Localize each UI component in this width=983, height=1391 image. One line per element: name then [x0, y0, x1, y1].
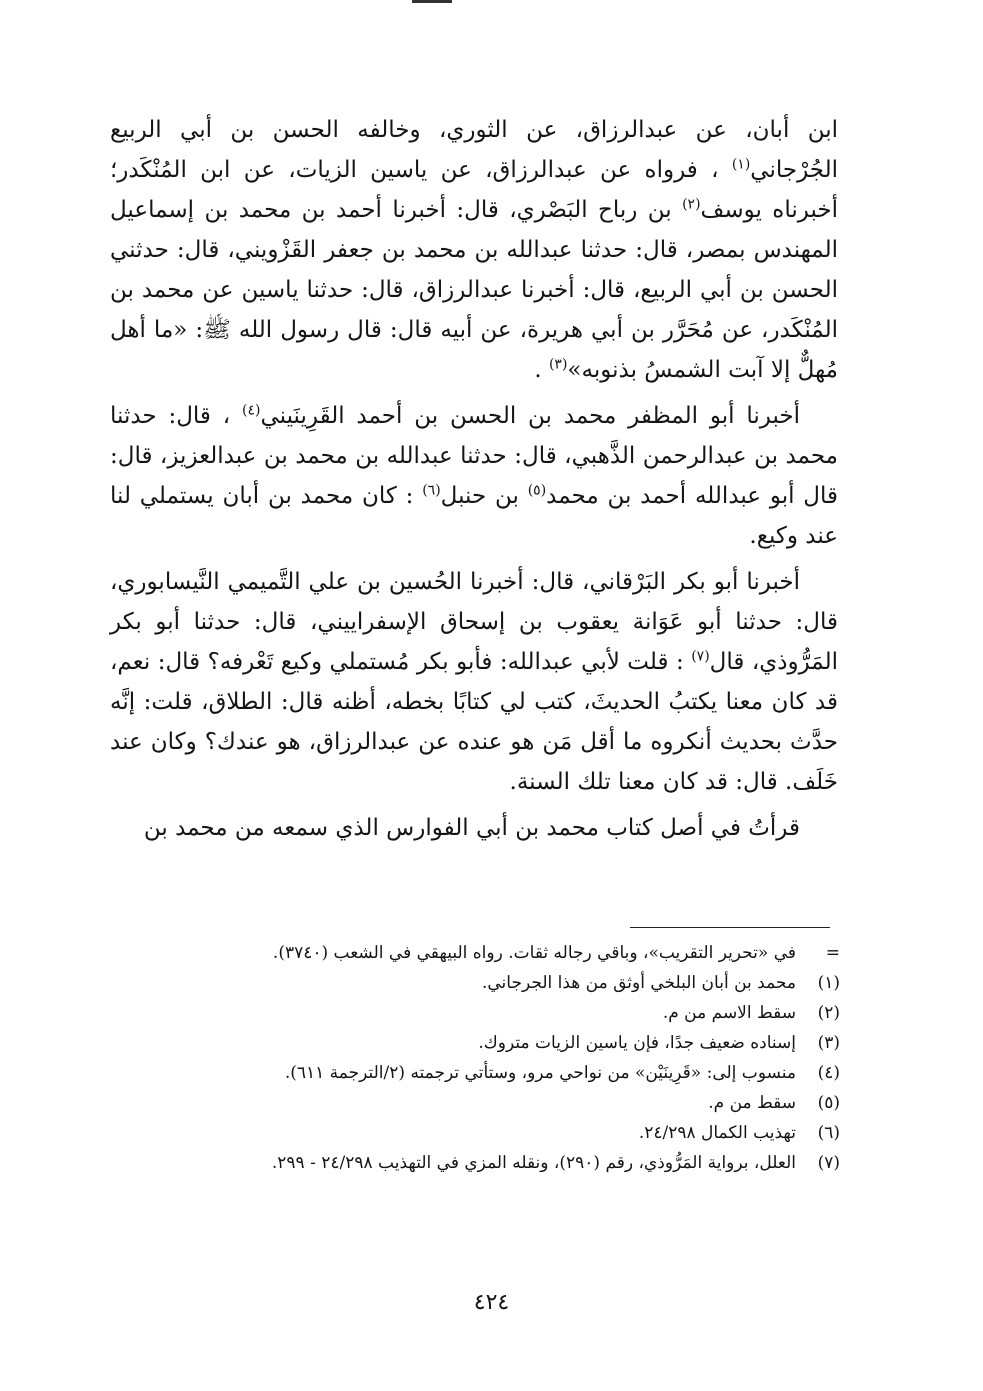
- footnote-number: (٧): [817, 1153, 840, 1173]
- text-run: أخبرنا أبو المظفر محمد بن الحسن بن أحمد القَرِينَيني: [260, 403, 801, 429]
- main-text: [110, 110, 838, 848]
- footnote-number: (٥): [817, 1093, 840, 1113]
- footnote-text: سقط من م.: [708, 1093, 796, 1113]
- paragraph-2: [110, 396, 838, 556]
- footnote-number: (٢): [817, 1003, 840, 1023]
- footnote: [120, 1148, 840, 1178]
- footnote: [120, 1058, 840, 1088]
- text-run: .: [534, 357, 542, 383]
- footnote-text: محمد بن أبان البلخي أوثق من هذا الجرجاني.: [481, 973, 796, 993]
- text-run: : قلت لأبي عبدالله: فأبو بكر مُستملي وكيع تَعْرفه؟ قال: نعم، قد كان معنا يكتبُ الحديثَ، كتب لي كتابًا بخطه، أظنه قال: الطلاق، قلت: إنَّه حدَّث بحديث أنكروه ما أقل مَن هو عنده عن عبدالرزاق، هو عندك؟ وكان عند خَلَف. قال: قد كان معنا تلك السنة.: [110, 649, 838, 795]
- footnote-ref-3: (٣): [548, 356, 568, 373]
- footnote-ref-7: (٧): [691, 648, 710, 665]
- text-run: بن حنبل: [440, 483, 519, 509]
- footnotes: [120, 938, 840, 1178]
- footnote-number: (١): [817, 973, 840, 993]
- footnote: [120, 1088, 840, 1118]
- text-run: أخبرنا أبو بكر البَرْقاني، قال: أخبرنا الحُسين بن علي التَّميمي النَّيسابوري، قال: حدثنا أبو عَوَانة يعقوب بن إسحاق الإسفراييني، قال: حدثنا أبو بكر المَرُّوذي، قال: [110, 569, 838, 675]
- footnote-text: إسناده ضعيف جدًا، فإن ياسين الزيات متروك.: [478, 1033, 796, 1053]
- footnote-text: سقط الاسم من م.: [662, 1003, 796, 1023]
- text-run: بن رباح البَصْري، قال: أخبرنا أحمد بن محمد بن إسماعيل المهندس بمصر، قال: حدثنا عبدالله بن محمد بن جعفر القَزْويني، قال: حدثني الحسن بن أبي الربيع، قال: أخبرنا عبدالرزاق، قال: حدثنا ياسين عن محمد بن المُنْكَدر، عن مُحَرَّر بن أبي هريرة، عن أبيه قال: قال رسول الله ﷺ: «ما أهل مُهلٌّ إلا آبت الشمسُ بذنوبه»: [110, 197, 838, 383]
- page-number: ٤٢٤: [473, 1290, 510, 1315]
- footnote-text: في «تحرير التقريب»، وباقي رجاله ثقات. رواه البيهقي في الشعب (٣٧٤٠).: [272, 943, 796, 963]
- text-run: ، قال: حدثنا محمد بن عبدالرحمن الذَّهبي، قال: حدثنا عبدالله بن محمد بن عبدالعزيز، قال: قال أبو عبدالله أحمد بن محمد: [110, 403, 839, 509]
- paragraph-4: قرأتُ في أصل كتاب محمد بن أبي الفوارس الذي سمعه من محمد بن: [143, 815, 800, 841]
- footnote-number: (٦): [817, 1123, 840, 1143]
- footnote-number: (٤): [817, 1063, 840, 1083]
- paragraph-3: [110, 562, 838, 802]
- footnote-ref-4: (٤): [242, 402, 261, 419]
- text-run: ، فرواه عن عبدالرزاق، عن ياسين الزيات، عن ابن المُنْكَدر؛ أخبرناه يوسف: [110, 157, 838, 223]
- footnote: [120, 1118, 840, 1148]
- footnote-ref-5: (٥): [527, 482, 547, 499]
- footnote-text: منسوب إلى: «قَرِينَيْن» من نواحي مرو، وستأتي ترجمته (٢/الترجمة ٦١١).: [284, 1063, 796, 1083]
- text-run: ابن أبان، عن عبدالرزاق، عن الثوري، وخالفه الحسن بن أبي الربيع الجُرْجاني: [110, 117, 839, 183]
- footnote-ref-1: (١): [731, 156, 751, 173]
- text-run: : كان محمد بن أبان يستملي لنا عند وكيع.: [110, 483, 838, 549]
- footnote: [120, 1028, 840, 1058]
- footnote: [120, 998, 840, 1028]
- top-scan-mark: [412, 0, 452, 3]
- footnote-ref-6: (٦): [422, 482, 441, 499]
- footnote-ref-2: (٢): [682, 196, 701, 213]
- paragraph-1: [110, 110, 838, 390]
- footnote: [120, 938, 840, 968]
- footnote-text: تهذيب الكمال ٢٤/٢٩٨.: [638, 1123, 796, 1143]
- footnote-number: (٣): [817, 1033, 840, 1053]
- footnote-text: العلل، برواية المَرُّوذي، رقم (٢٩٠)، ونقله المزي في التهذيب ٢٤/٢٩٨ - ٢٩٩.: [271, 1153, 796, 1173]
- footnote: [120, 968, 840, 998]
- footnote-separator: [630, 927, 830, 928]
- footnote-number: =: [825, 943, 840, 963]
